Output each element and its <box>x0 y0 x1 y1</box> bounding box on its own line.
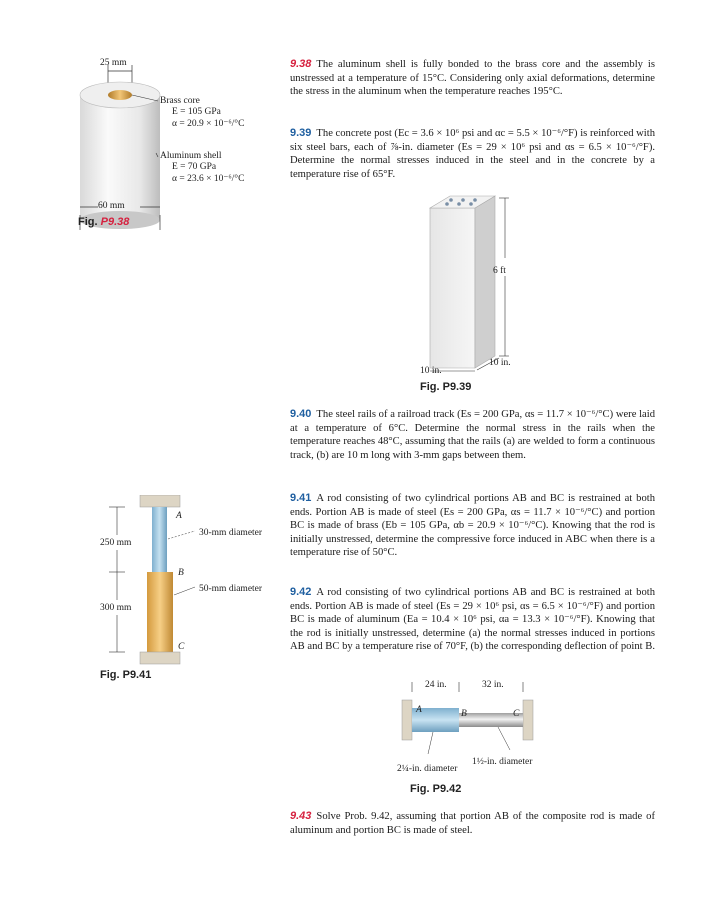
dia-ab-label: 2¼-in. diameter <box>397 764 458 774</box>
dim-shell-diameter: 60 mm <box>98 201 125 211</box>
aluminum-alpha: α = 23.6 × 10⁻⁶/°C <box>172 174 245 184</box>
post-depth-label: 10 in. <box>489 358 511 368</box>
problem-9-38: 9.38 The aluminum shell is fully bonded to the brass core and the assembly is unstressed at a temperature of 15°C. Considering only axial deformations, determine the stress in the aluminum when the temperature reaches 195°C. <box>290 58 655 98</box>
problem-9-40: 9.40 The steel rails of a railroad track (Es = 200 GPa, αs = 11.7 × 10⁻⁶/°C) were laid at a temperature of 6°C. Determine the normal stress in the rails when the temperature reaches 48°C, assuming that the rails (a) are welded to form a continuous track, (b) are 10 m long with 3-mm gaps between them. <box>290 408 655 461</box>
point-c: C <box>513 709 520 719</box>
point-c: C <box>178 642 185 652</box>
len-ab-label: 24 in. <box>425 680 447 690</box>
problem-9-42: 9.42 A rod consisting of two cylindrical portions AB and BC is restrained at both ends. Portion AB is made of steel (Es = 29 × 10⁶ psi, αs = 6.5 × 10⁻⁶/°F) and portion BC is made of aluminum (Ea = 10.4 × 10⁶ psi, αa = 13.3 × 10⁻⁶/°F). Knowing that the rod is initially unstressed, determine (a) the normal stresses induced in portions AB and BC by a temperature rise of 70°F, (b) the corresponding deflection of point B. <box>290 586 655 653</box>
figure-caption: Fig. P9.41 <box>100 669 152 681</box>
dia-ab-label: 30-mm diameter <box>199 528 263 538</box>
point-b: B <box>461 709 467 719</box>
vertical-rod-drawing <box>95 495 205 665</box>
problem-9-39: 9.39 The concrete post (Ec = 3.6 × 10⁶ psi and αc = 5.5 × 10⁻⁶/°F) is reinforced with six steel bars, each of ⅞-in. diameter (Es = 29 × 10⁶ psi and αs = 6.5 × 10⁻⁶/°F). Determine the normal stresses induced in the steel and in the concrete by a temperature rise of 65°F. <box>290 127 655 180</box>
post-height-label: 6 ft <box>493 266 506 276</box>
dia-bc-label: 50-mm diameter <box>199 584 263 594</box>
brass-modulus: E = 105 GPa <box>172 107 221 117</box>
figure-caption: Fig. P9.42 <box>410 783 462 795</box>
figure-caption: Fig. P9.38 <box>78 216 130 228</box>
problem-9-41: 9.41 A rod consisting of two cylindrical portions AB and BC is restrained at both ends. Portion AB is made of steel (Es = 200 GPa, αs = 11.7 × 10⁻⁶/°C) and portion BC is made of brass (Eb = 105 GPa, αb = 20.9 × 10⁻⁶/°C). Knowing that the rod is initially unstressed, determine the compressive force induced in ABC when there is a temperature rise of 50°C. <box>290 492 655 559</box>
len-bc-label: 32 in. <box>482 680 504 690</box>
point-a: A <box>176 511 182 521</box>
brass-alpha: α = 20.9 × 10⁻⁶/°C <box>172 119 245 129</box>
len-bc-label: 300 mm <box>100 603 132 613</box>
figure-caption: Fig. P9.39 <box>420 381 472 393</box>
aluminum-shell-label: Aluminum shell <box>160 151 222 161</box>
concrete-post-drawing <box>415 188 525 378</box>
horizontal-rod-drawing <box>398 682 548 762</box>
point-a: A <box>416 705 422 715</box>
brass-core-label: Brass core <box>160 96 200 106</box>
len-ab-label: 250 mm <box>100 538 132 548</box>
dim-core-diameter: 25 mm <box>100 58 127 68</box>
aluminum-modulus: E = 70 GPa <box>172 162 217 172</box>
post-width-label: 10 in. <box>420 366 442 376</box>
point-b: B <box>178 568 184 578</box>
problem-9-43: 9.43 Solve Prob. 9.42, assuming that portion AB of the composite rod is made of aluminum and portion BC is made of steel. <box>290 810 655 836</box>
dia-bc-label: 1½-in. diameter <box>472 757 533 767</box>
